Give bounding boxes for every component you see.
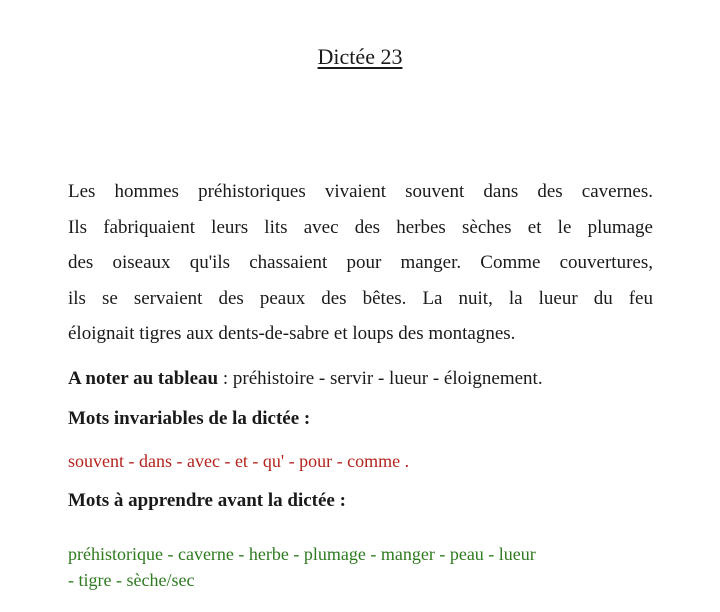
paragraph-line: Les hommes préhistoriques vivaient souvent dans des cavernes. [68, 181, 653, 202]
board-note-text: : préhistoire - servir - lueur - éloignement. [218, 368, 543, 389]
paragraph-line: ils se servaient des peaux des bêtes. La nuit, la lueur du feu [68, 287, 653, 309]
words-to-learn-list [68, 541, 536, 593]
board-note-label: A noter au tableau [68, 368, 219, 389]
words-to-learn-heading: Mots à apprendre avant la dictée : [68, 490, 346, 511]
words-to-learn-line: - tigre - sèche/sec [68, 570, 195, 590]
dictation-paragraph [68, 174, 653, 352]
board-note [68, 368, 543, 390]
invariable-words-list: souvent - dans - avec - et - qu' - pour - comme . [68, 451, 410, 471]
paragraph-line: des oiseaux qu'ils chassaient pour manger. Comme couvertures, [68, 252, 653, 273]
page-title: Dictée 23 [317, 44, 403, 69]
invariable-words-heading: Mots invariables de la dictée : [68, 408, 311, 429]
paragraph-line: éloignait tigres aux dents-de-sabre et loups des montagnes. [68, 323, 516, 344]
words-to-learn-line: préhistorique - caverne - herbe - plumage - manger - peau - lueur [68, 544, 536, 564]
paragraph-line: Ils fabriquaient leurs lits avec des herbes sèches et le plumage [68, 216, 653, 238]
